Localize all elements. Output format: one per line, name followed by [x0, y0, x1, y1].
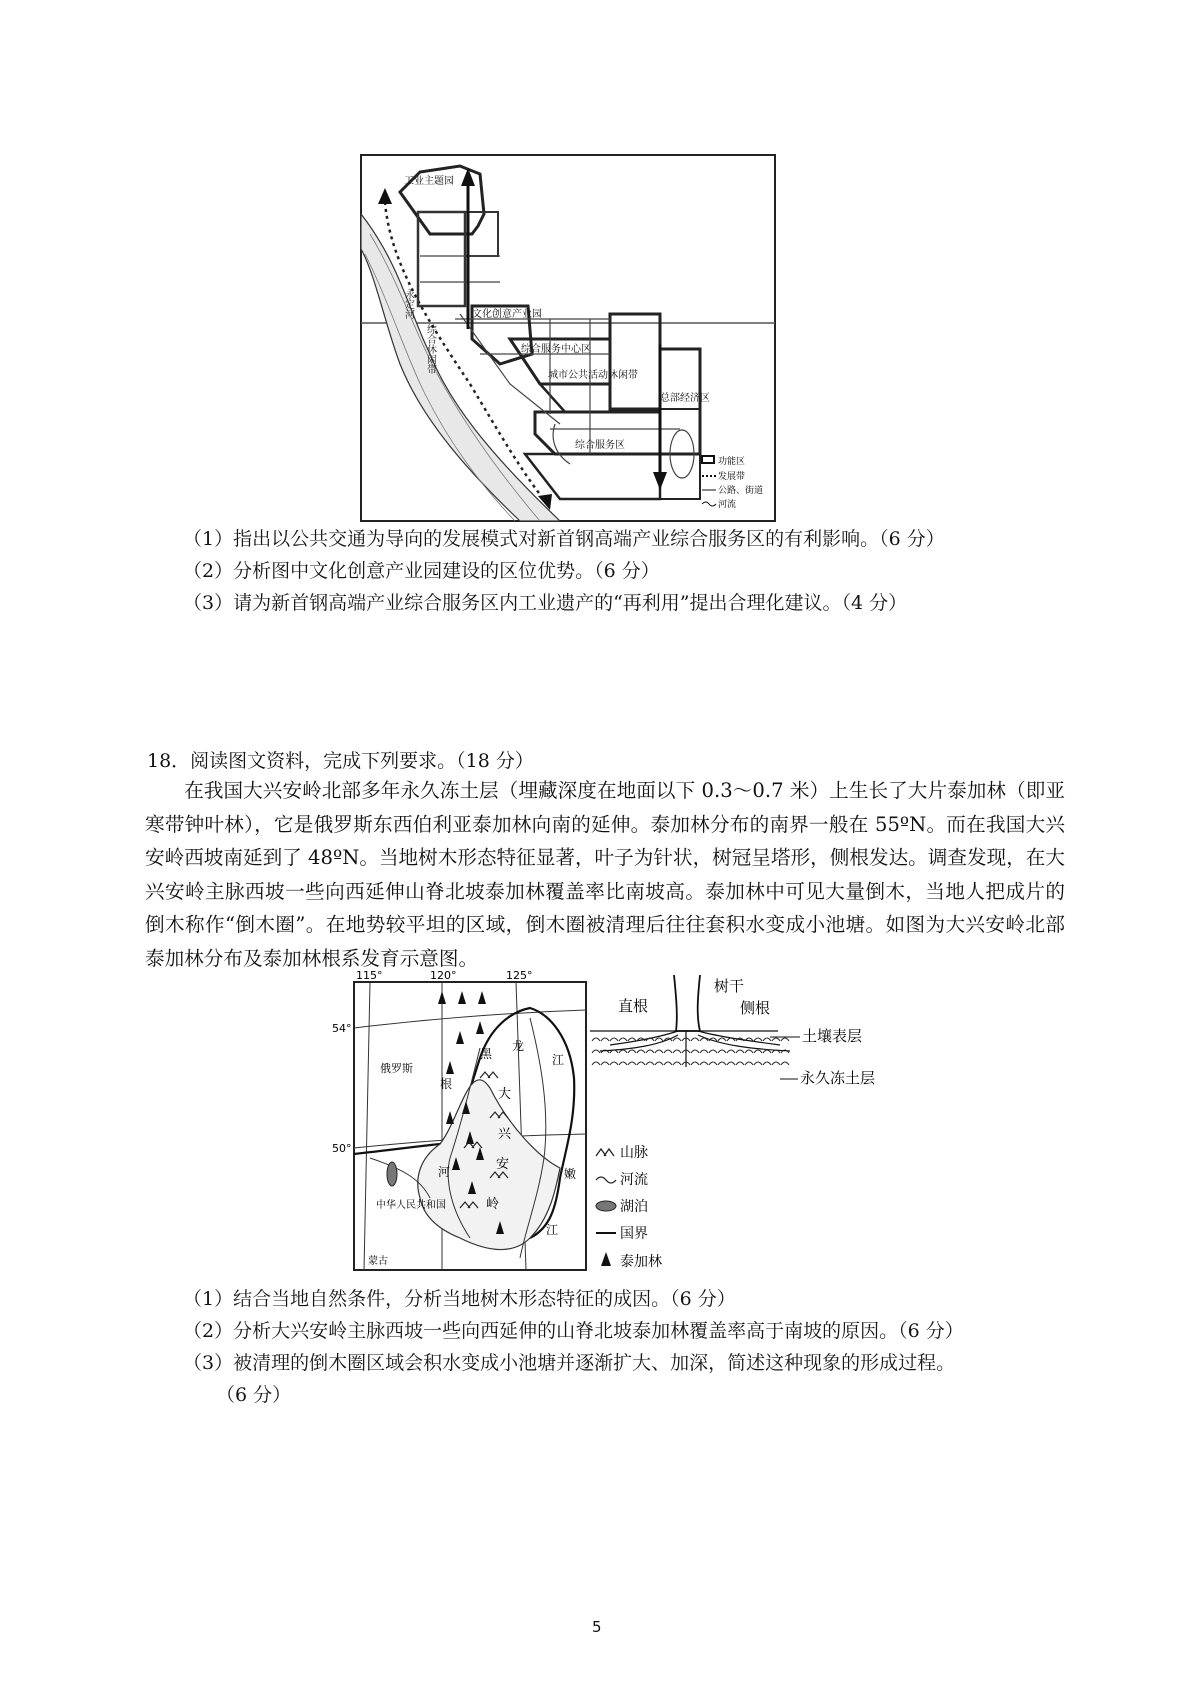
legend-function-zone: 功能区 — [718, 457, 746, 467]
label-gen: 根 — [440, 1077, 453, 1091]
label-xing: 兴 — [498, 1127, 512, 1142]
lat-50: 50° — [332, 1142, 352, 1155]
label-mongolia: 蒙古 — [368, 1256, 388, 1267]
shougang-zone-map — [360, 154, 776, 522]
label-river-vertical-2: 综合休闲带 — [424, 324, 436, 374]
q18-paragraph-text: 在我国大兴安岭北部多年永久冻土层（埋藏深度在地面以下 0.3～0.7 米）上生长了大片泰加林（即亚寒带钟叶林），它是俄罗斯东西伯利亚泰加林向南的延伸。泰加林分布的南界一般在 55ºN。而在我国大兴安岭西坡南延到了 48ºN。当地树木形态特征显著，叶子为针状，树冠呈塔形，侧根发达。调查发现，在大兴安岭主脉西坡一些向西延伸山脊北坡泰加林覆盖率比南坡高。泰加林中可见大量倒木，当地人把成片的倒木称作“倒木圈”。在地势较平坦的区域，倒木圈被清理后往往套积水变成小池塘。如图为大兴安岭北部泰加林分布及泰加林根系发育示意图。 — [145, 779, 1065, 970]
label-service-zone: 综合服务区 — [575, 440, 625, 451]
page-number: 5 — [592, 1618, 602, 1636]
khingan-map-legend — [592, 1140, 682, 1274]
q18-paragraph — [145, 774, 1065, 976]
label-china: 中华人民共和国 — [376, 1200, 446, 1211]
legend-mountain: 山脉 — [620, 1145, 648, 1161]
taiga-root-diagram — [590, 975, 890, 1105]
label-trunk: 树干 — [714, 977, 745, 995]
label-hq-zone: 总部经济区 — [660, 393, 710, 404]
legend-road: 公路、街道 — [718, 486, 764, 496]
label-heilong-3: 江 — [552, 1053, 565, 1067]
label-heilong-2: 龙 — [512, 1039, 525, 1053]
lon-115: 115° — [356, 969, 383, 982]
q17-sub-3: （3）请为新首钢高端产业综合服务区内工业遗产的“再利用”提出合理化建议。（4 分） — [183, 592, 908, 614]
label-nen-2: 江 — [546, 1223, 559, 1237]
label-cultural-park: 文化创意产业园 — [472, 309, 542, 320]
q18-sub-3: （3）被清理的倒木圈区域会积水变成小池塘并逐渐扩大、加深，简述这种现象的形成过程。 — [183, 1352, 956, 1374]
label-an: 安 — [496, 1157, 510, 1172]
label-he: 河 — [438, 1165, 451, 1179]
legend-river: 河流 — [718, 500, 737, 510]
label-topsoil: 土壤表层 — [802, 1027, 863, 1045]
q18-sub-1: （1）结合当地自然条件，分析当地树木形态特征的成因。（6 分） — [183, 1288, 736, 1310]
q18-heading: 18．阅读图文资料，完成下列要求。（18 分） — [147, 750, 534, 772]
lon-125: 125° — [506, 969, 533, 982]
q17-sub-1: （1）指出以公共交通为导向的发展模式对新首钢高端产业综合服务区的有利影响。（6 分） — [183, 528, 945, 550]
legend-dev-belt: 发展带 — [718, 472, 746, 482]
legend-lake: 湖泊 — [620, 1199, 648, 1215]
label-service-center: 综合服务中心区 — [521, 344, 591, 355]
label-ling: 岭 — [486, 1197, 500, 1212]
label-taproot: 直根 — [618, 997, 649, 1015]
legend-border: 国界 — [620, 1226, 648, 1242]
label-heilong-1: 黑 — [480, 1047, 493, 1061]
lat-54: 54° — [332, 1022, 352, 1035]
label-russia: 俄罗斯 — [380, 1062, 413, 1075]
q17-sub-2: （2）分析图中文化创意产业园建设的区位优势。（6 分） — [183, 560, 660, 582]
legend-taiga: 泰加林 — [620, 1254, 662, 1270]
q18-sub-3-score: （6 分） — [216, 1384, 292, 1406]
label-permafrost: 永久冻土层 — [800, 1069, 876, 1087]
label-river-vertical-1: 永定河 — [402, 289, 414, 319]
label-da: 大 — [498, 1087, 512, 1102]
label-industrial-park: 工业主题园 — [404, 176, 454, 187]
khingan-taiga-map — [330, 968, 592, 1274]
legend-river-2: 河流 — [620, 1172, 648, 1188]
lon-120: 120° — [430, 969, 457, 982]
q18-sub-2: （2）分析大兴安岭主脉西坡一些向西延伸的山脊北坡泰加林覆盖率高于南坡的原因。（6 分） — [183, 1320, 964, 1342]
label-lateral-root: 侧根 — [740, 999, 771, 1017]
label-public-belt: 城市公共活动休闲带 — [548, 370, 638, 381]
label-nen-1: 嫩 — [564, 1167, 577, 1181]
